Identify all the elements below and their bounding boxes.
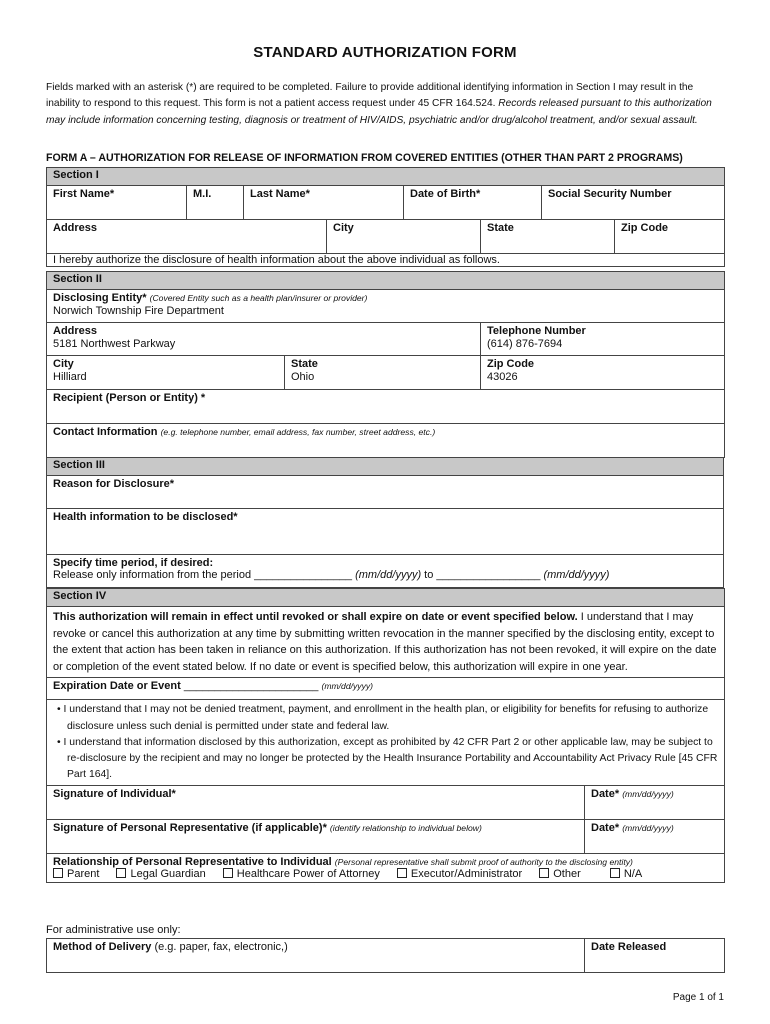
entity-phone-field[interactable] (481, 323, 725, 356)
rep-signature-hint: (identify relationship to individual below) (329, 823, 482, 834)
entity-address-label: Address (53, 325, 98, 337)
section-3-header: Section III (47, 458, 724, 476)
option-label: Healthcare Power of Attorney (236, 868, 380, 881)
checkbox-icon (223, 868, 233, 878)
admin-table (46, 938, 725, 973)
checkbox-icon (539, 868, 549, 878)
entity-state-value: Ohio (291, 371, 315, 383)
checkbox-na[interactable] (610, 868, 642, 880)
checkbox-parent[interactable] (53, 868, 99, 880)
disclosing-entity-hint: (Covered Entity such as a health plan/insurer or provider) (149, 293, 368, 303)
option-label: Other (553, 868, 581, 881)
disclosing-entity-field[interactable] (47, 290, 725, 323)
signature-date-field[interactable] (585, 786, 725, 820)
entity-city-value: Hilliard (53, 371, 87, 383)
option-label: Legal Guardian (130, 868, 206, 881)
section-1-header: Section I (47, 168, 725, 186)
form-title: STANDARD AUTHORIZATION FORM (253, 44, 517, 61)
section-2-table (46, 271, 725, 458)
effect-body: I understand that I may revoke or cancel this authorization at any time by submitting written revocation in the manner specified by the disclosing entity, except to the extent that action has been taken in reliance on this authorization. If this authorization has not been revoked, it will expire on the date or completion of the event stated below. If no date or event is specified below, this authorization will expire in one year. (53, 611, 717, 673)
zip-field[interactable]: Zip Code (615, 220, 725, 254)
last-name-field[interactable]: Last Name* (244, 186, 404, 220)
expiration-label: Expiration Date or Event (53, 680, 181, 693)
option-label: Executor/Administrator (410, 868, 523, 881)
section-4-header: Section IV (47, 589, 725, 607)
bullet-1-text: I understand that I may not be denied treatment, payment, and enrollment in the health plan, or eligibility for benefits for refusing to authorize disclosure unless such denial is permitted under state and federal law. (63, 704, 709, 732)
relationship-hint: (Personal representative shall submit proof of authority to the disclosing entity) (334, 857, 633, 868)
bullet-item: • I understand that information disclosed by this authorization, except as prohibited by 42 CFR Part 2 or other applicable law, may be subject to re-disclosure by the recipient and may no longer be protected by the Health Insurance Portability and Accountability Act Privacy Rule [45 CFR Part 164]. (57, 736, 718, 781)
checkbox-icon (397, 868, 407, 878)
admin-heading: For administrative use only: (46, 924, 181, 936)
effect-bold: This authorization will remain in effect until revoked or shall expire on date or event specified below. (53, 611, 578, 623)
intro-text (46, 80, 726, 129)
checkbox-legal-guardian[interactable] (116, 868, 205, 880)
checkbox-executor[interactable] (397, 868, 522, 880)
middle-initial-field[interactable]: M.I. (187, 186, 244, 220)
state-field[interactable]: State (481, 220, 615, 254)
section-1-address-table (46, 219, 725, 267)
option-label: N/A (623, 868, 643, 881)
recipient-field[interactable]: Recipient (Person or Entity) * (47, 390, 725, 424)
effect-paragraph (47, 607, 725, 678)
entity-city-field[interactable] (47, 356, 285, 390)
time-period-format-a: (mm/dd/yyyy) (355, 569, 422, 581)
health-info-field[interactable]: Health information to be disclosed* (47, 509, 724, 555)
date-label: Date* (591, 788, 620, 801)
method-of-delivery-field[interactable] (47, 939, 585, 973)
address-field[interactable]: Address (47, 220, 327, 254)
expiration-blank: ______________________ (180, 680, 322, 693)
form-heading: FORM A – AUTHORIZATION FOR RELEASE OF INFORMATION FROM COVERED ENTITIES (OTHER THAN PART 2 PROGRAMS) (46, 152, 683, 164)
section-4-table (46, 588, 725, 883)
time-period-text-b: to _________________ (421, 569, 544, 581)
entity-address-field[interactable] (47, 323, 481, 356)
entity-city-label: City (53, 358, 74, 370)
time-period-format-b: (mm/dd/yyyy) (543, 569, 610, 581)
intro-plain: Fields marked with an asterisk (*) are required to be completed. Failure to provide additional identifying information in Section I may result in the inability to respond to this request. This form is not a patient access request under 45 CFR 164.524. (46, 82, 694, 110)
method-label: Method of Delivery (53, 941, 152, 953)
date-released-field[interactable]: Date Released (585, 939, 725, 973)
intro-italic: Records released pursuant to this authorization may include information concerning testing, diagnosis or treatment of HIV/AIDS, psychiatric and/or drug/alcohol treatment, and/or sexual assault. (46, 98, 712, 126)
contact-info-hint: (e.g. telephone number, email address, fax number, street address, etc.) (160, 427, 436, 437)
time-period-text-a: Release only information from the period ________________ (53, 569, 356, 581)
acknowledgement-bullets (47, 700, 725, 786)
disclosing-entity-value: Norwich Township Fire Department (53, 305, 224, 317)
entity-zip-field[interactable] (481, 356, 725, 390)
contact-info-field[interactable] (47, 424, 725, 458)
expiration-format: (mm/dd/yyyy) (321, 681, 374, 692)
rep-signature-label: Signature of Personal Representative (if applicable)* (53, 822, 327, 835)
bullet-item: • I understand that I may not be denied treatment, payment, and enrollment in the health plan, or eligibility for benefits for refusing to authorize disclosure unless such denial is permitted under state and federal law. (57, 704, 709, 732)
disclosing-entity-label: Disclosing Entity* (53, 292, 147, 304)
method-hint: (e.g. paper, fax, electronic,) (151, 941, 288, 953)
entity-phone-value: (614) 876-7694 (487, 338, 563, 350)
ssn-field[interactable]: Social Security Number (542, 186, 725, 220)
checkbox-other[interactable] (539, 868, 581, 880)
entity-state-field[interactable] (285, 356, 481, 390)
relationship-field (47, 854, 725, 883)
option-label: Parent (67, 868, 100, 881)
signature-representative-field[interactable] (47, 820, 585, 854)
first-name-field[interactable]: First Name* (47, 186, 187, 220)
checkbox-icon (116, 868, 126, 878)
time-period-label: Specify time period, if desired: (53, 557, 214, 569)
section-3-table (46, 457, 724, 588)
time-period-field[interactable] (47, 555, 724, 588)
bullet-2-text: I understand that information disclosed by this authorization, except as prohibited by 42 CFR Part 2 or other applicable law, may be subject to re-disclosure by the recipient and may no longer be protected by the Health Insurance Portability and Accountability Act Privacy Rule [45 CFR Part 164]. (63, 736, 718, 781)
entity-state-label: State (291, 358, 318, 370)
entity-zip-label: Zip Code (487, 358, 535, 370)
signature-individual-field[interactable]: Signature of Individual* (47, 786, 585, 820)
expiration-field[interactable] (47, 678, 725, 700)
checkbox-icon (610, 868, 620, 878)
contact-info-label: Contact Information (53, 426, 158, 438)
checkbox-healthcare-poa[interactable] (223, 868, 380, 880)
rep-date-field[interactable] (585, 820, 725, 854)
rep-date-label: Date* (591, 822, 620, 835)
authorize-text: I hereby authorize the disclosure of health information about the above individual as follows. (47, 254, 725, 267)
city-field[interactable]: City (327, 220, 481, 254)
date-of-birth-field[interactable]: Date of Birth* (404, 186, 542, 220)
page-number: Page 1 of 1 (672, 992, 724, 1003)
section-2-header: Section II (47, 272, 725, 290)
date-format: (mm/dd/yyyy) (622, 789, 674, 800)
checkbox-icon (53, 868, 63, 878)
relationship-label: Relationship of Personal Representative to Individual (53, 856, 332, 869)
entity-phone-label: Telephone Number (487, 325, 586, 337)
entity-address-value: 5181 Northwest Parkway (53, 338, 176, 350)
reason-field[interactable]: Reason for Disclosure* (47, 476, 724, 509)
rep-date-format: (mm/dd/yyyy) (622, 823, 674, 834)
section-1-table (46, 167, 725, 220)
entity-zip-value: 43026 (487, 371, 518, 383)
